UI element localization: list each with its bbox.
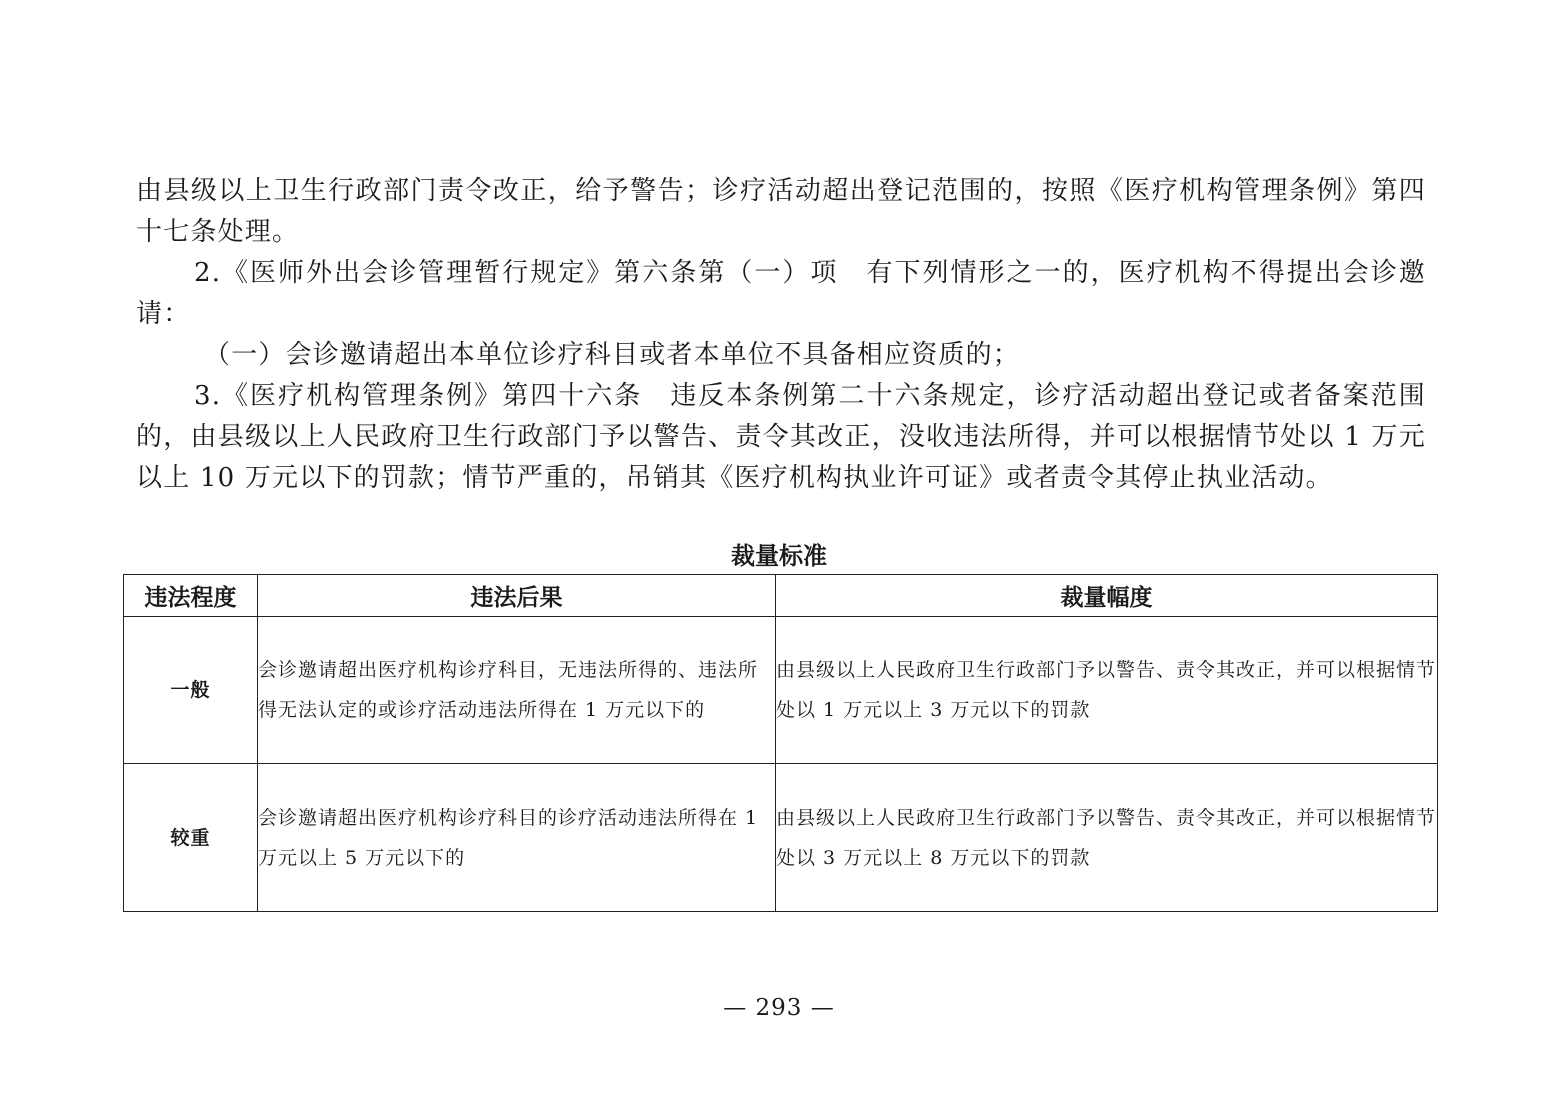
violation-consequence-cell: 会诊邀请超出医疗机构诊疗科目的诊疗活动违法所得在 1 万元以上 5 万元以下的 bbox=[258, 764, 776, 912]
table-row bbox=[124, 617, 1438, 764]
violation-consequence-cell: 会诊邀请超出医疗机构诊疗科目，无违法所得的、违法所得无法认定的或诊疗活动违法所得在 1 万元以下的 bbox=[258, 617, 776, 764]
header-discretion-range: 裁量幅度 bbox=[776, 575, 1438, 617]
table-header-row bbox=[124, 575, 1438, 617]
body-text bbox=[136, 171, 1426, 499]
paragraph-sub-item-1: （一）会诊邀请超出本单位诊疗科目或者本单位不具备相应资质的； bbox=[204, 340, 1021, 370]
discretion-range-cell: 由县级以上人民政府卫生行政部门予以警告、责令其改正，并可以根据情节处以 3 万元以上 8 万元以下的罚款 bbox=[776, 764, 1438, 912]
header-violation-consequence: 违法后果 bbox=[258, 575, 776, 617]
paragraph-continuation: 由县级以上卫生行政部门责令改正，给予警告；诊疗活动超出登记范围的，按照《医疗机构管理条例》第四十七条处理。 bbox=[136, 176, 1426, 247]
violation-degree-cell: 较重 bbox=[124, 764, 258, 912]
header-violation-degree: 违法程度 bbox=[124, 575, 258, 617]
paragraph-clause-2: 2.《医师外出会诊管理暂行规定》第六条第（一）项 有下列情形之一的，医疗机构不得提出会诊邀请： bbox=[136, 258, 1426, 329]
paragraph-clause-3: 3.《医疗机构管理条例》第四十六条 违反本条例第二十六条规定，诊疗活动超出登记或者备案范围的，由县级以上人民政府卫生行政部门予以警告、责令其改正，没收违法所得，并可以根据情节处以 1 万元以上 10 万元以下的罚款；情节严重的，吊销其《医疗机构执业许可证》或者责令其停止执业活动。 bbox=[136, 381, 1426, 493]
discretion-range-cell: 由县级以上人民政府卫生行政部门予以警告、责令其改正，并可以根据情节处以 1 万元以上 3 万元以下的罚款 bbox=[776, 617, 1438, 764]
page-number: — 293 — bbox=[723, 995, 835, 1021]
table-row bbox=[124, 764, 1438, 912]
discretion-standard-table bbox=[123, 574, 1438, 912]
table-title: 裁量标准 bbox=[731, 542, 827, 570]
violation-degree-cell: 一般 bbox=[124, 617, 258, 764]
